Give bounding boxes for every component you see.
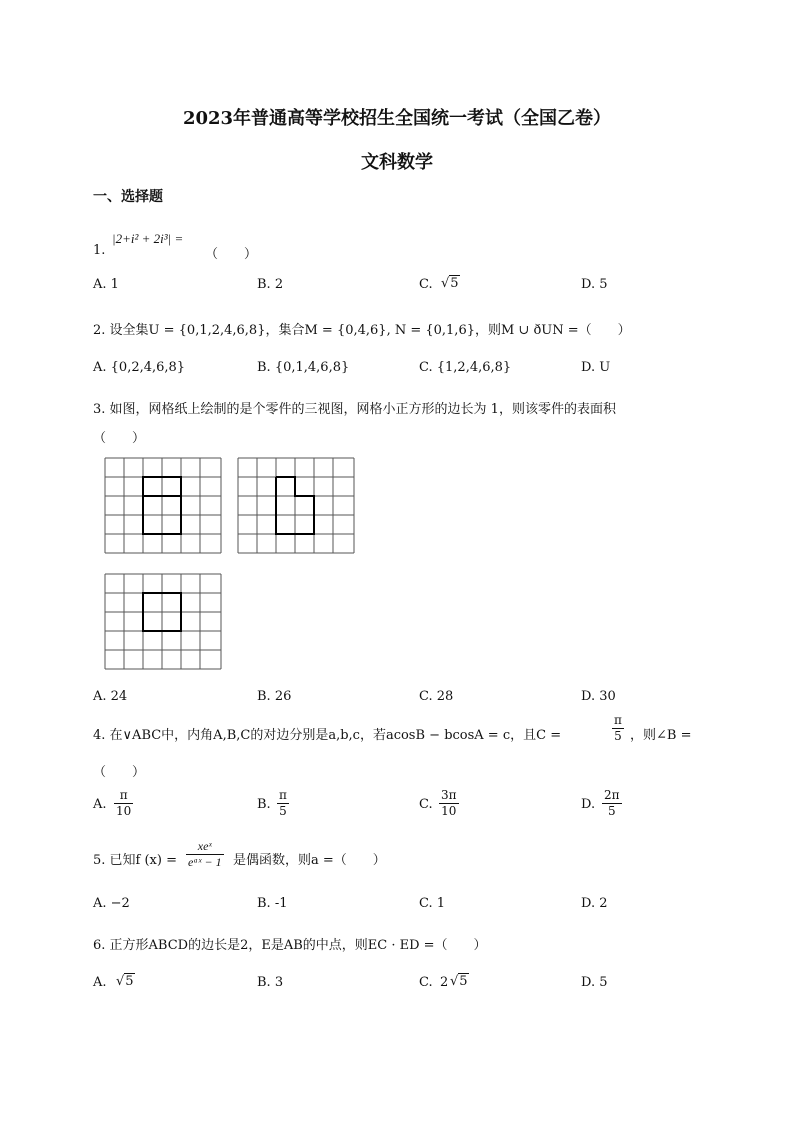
q4-option-d-label: D.: [581, 797, 596, 812]
q6-option-c-sqrt: √5: [450, 974, 468, 989]
top-view-grid: [104, 573, 222, 671]
q1-paren: （ ）: [205, 247, 258, 262]
exam-subtitle: 文科数学: [361, 152, 433, 173]
section-heading: 一、选择题: [93, 189, 163, 205]
q4-option-d-fraction: [602, 788, 622, 819]
q4-option-d-num: 2π: [604, 788, 620, 802]
q3-option-a: A. 24: [93, 689, 128, 704]
q2-option-d: D. U: [581, 360, 611, 375]
q4-text-b: ，则∠B =: [630, 728, 692, 743]
q6-option-b: B. 3: [257, 975, 284, 990]
q5-option-d: D. 2: [581, 896, 608, 911]
q4-option-b-fraction: [277, 788, 289, 819]
q1-option-b: B. 2: [257, 277, 284, 292]
q4-option-c-fraction: [439, 788, 459, 819]
q1-number: 1.: [93, 243, 106, 258]
q4-option-c-num: 3π: [441, 788, 457, 802]
q3-option-d: D. 30: [581, 689, 616, 704]
q5-text-a: 5. 已知f (x) =: [93, 853, 177, 868]
q4-option-b-den: 5: [279, 804, 287, 818]
q3-text-line1: 3. 如图，网格纸上绘制的是个零件的三视图，网格小正方形的边长为 1，则该零件的表面积: [93, 402, 616, 417]
q3-option-c: C. 28: [419, 689, 454, 704]
q2-option-c: C. {1,2,4,6,8}: [419, 360, 512, 375]
q4-c-numerator: π: [614, 713, 622, 727]
q4-option-a-den: 10: [116, 804, 132, 818]
q2-text: 2. 设全集U = {0,1,2,4,6,8}，集合M = {0,4,6}, N = {0,1,6}，则M ∪ ðUN =（ ）: [93, 323, 631, 338]
q4-c-denominator: 5: [614, 729, 622, 743]
q4-option-a-num: π: [114, 788, 133, 804]
q2-option-b: B. {0,1,4,6,8}: [257, 360, 350, 375]
q1-option-a: A. 1: [93, 277, 119, 292]
q5-option-c: C. 1: [419, 896, 446, 911]
q5-option-a: A. −2: [93, 896, 130, 911]
q4-option-b-label: B.: [257, 797, 271, 812]
q4-option-c-den: 10: [441, 804, 457, 818]
q4-option-b-num: π: [279, 788, 287, 802]
q5-function-num: xeˣ: [186, 839, 224, 855]
q5-function-den: eᵃˣ − 1: [188, 855, 222, 869]
q3-text-line2: （ ）: [93, 431, 146, 446]
q3-option-b: B. 26: [257, 689, 292, 704]
q5-text-b: 是偶函数，则a =（ ）: [233, 853, 386, 868]
q6-option-c-value: 5: [459, 974, 468, 989]
q4-c-fraction: [612, 713, 624, 744]
q5-option-b: B. -1: [257, 896, 288, 911]
q6-option-c-coef: 2: [440, 975, 449, 990]
q6-option-a-value: 5: [125, 974, 134, 989]
q1-option-c-value: 5: [450, 276, 459, 291]
q4-option-d-den: 5: [607, 804, 616, 818]
front-view-grid: [104, 457, 222, 555]
q6-option-d: D. 5: [581, 975, 608, 990]
q4-text-a: 4. 在∨ABC中，内角A,B,C的对边分别是a,b,c，若acosB − bcosA = c，且C =: [93, 728, 562, 743]
q1-expression: |2+i² + 2i³| =: [112, 231, 184, 246]
side-view-grid: [237, 457, 355, 555]
exam-title: 2023年普通高等学校招生全国统一考试（全国乙卷）: [182, 108, 612, 129]
q6-option-a-sqrt: √5: [116, 974, 134, 989]
q2-option-a: A. {0,2,4,6,8}: [93, 360, 186, 375]
q1-option-c-label: C.: [419, 277, 433, 292]
q6-option-c-label: C.: [419, 975, 433, 990]
q6-text: 6. 正方形ABCD的边长是2，E是AB的中点，则EC · ED =（ ）: [93, 938, 487, 953]
q6-option-a-label: A.: [93, 975, 107, 990]
q4-option-c-label: C.: [419, 797, 433, 812]
q5-function-fraction: [186, 839, 224, 870]
q1-option-d: D. 5: [581, 277, 608, 292]
q1-option-c-sqrt: √5: [441, 276, 459, 291]
q4-option-a-label: A.: [93, 797, 107, 812]
q4-text-line2: （ ）: [93, 765, 146, 780]
q4-option-a-fraction: [114, 788, 133, 819]
